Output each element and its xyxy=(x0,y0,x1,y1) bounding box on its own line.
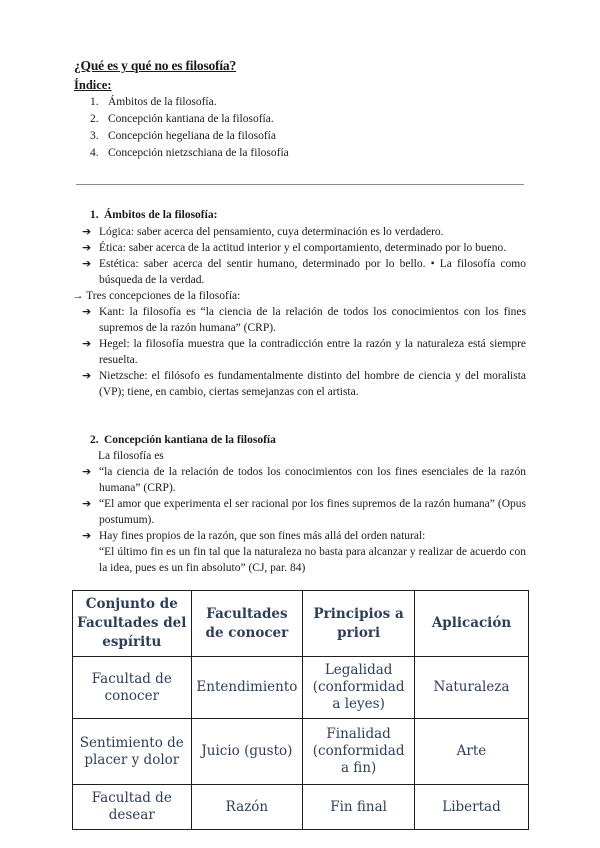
arrow-bullet-icon: ➔ xyxy=(82,241,92,254)
toc-number: 1. xyxy=(90,96,99,108)
quote-block xyxy=(82,544,526,576)
arrow-bullet-icon: ➔ xyxy=(82,337,92,350)
table-row xyxy=(73,657,529,719)
bullet-text: Kant: la filosofía es “la ciencia de la relación de todos los conocimientos con los fines supremos de la razón humana” (CRP). xyxy=(99,306,526,334)
table-header: Aplicación xyxy=(414,591,528,657)
bullet-item xyxy=(82,528,526,544)
arrow-bullet-icon: ➔ xyxy=(82,225,92,238)
bullet-item xyxy=(82,240,526,256)
faculties-table xyxy=(72,590,529,830)
table-cell: Razón xyxy=(191,785,303,830)
table-header: Conjunto de Facultades del espíritu xyxy=(73,591,192,657)
toc-number: 2. xyxy=(90,113,99,125)
toc-number: 4. xyxy=(90,147,99,159)
toc-text: Ámbitos de la filosofía. xyxy=(108,96,217,108)
table-cell: Libertad xyxy=(414,785,528,830)
table-row xyxy=(73,719,529,785)
section-heading xyxy=(90,432,526,448)
arrow-bullet-icon: ➔ xyxy=(82,529,92,542)
bullet-text: Lógica: saber acerca del pensamiento, cuya determinación es lo verdadero. xyxy=(99,226,444,238)
toc-text: Concepción hegeliana de la filosofía xyxy=(108,130,276,142)
bullet-item xyxy=(82,464,526,496)
arrow-bullet-icon: ➔ xyxy=(82,497,92,510)
bullet-item xyxy=(82,304,526,336)
horizontal-divider xyxy=(76,184,524,185)
bullet-text: Hay fines propios de la razón, que son fines más allá del orden natural: xyxy=(99,530,426,542)
table-cell: Facultad de conocer xyxy=(73,657,192,719)
section-2 xyxy=(74,432,526,576)
table-cell: Fin final xyxy=(303,785,415,830)
toc-text: Concepción nietzschiana de la filosofía xyxy=(108,147,289,159)
arrow-bullet-icon: ➔ xyxy=(82,465,92,478)
table-header: Principios a priori xyxy=(303,591,415,657)
table-of-contents xyxy=(90,94,289,162)
bullet-item xyxy=(82,256,526,288)
toc-item xyxy=(90,128,289,145)
bullet-item xyxy=(82,224,526,240)
section-number: 2. xyxy=(90,434,99,446)
bullet-text: Hegel: la filosofía muestra que la contradicción entre la razón y la naturaleza está siempre resuelta. xyxy=(99,338,526,366)
table-cell: Facultad de desear xyxy=(73,785,192,830)
subheading: → Tres concepciones de la filosofía: xyxy=(72,290,241,302)
section-title: Ámbitos de la filosofía: xyxy=(104,209,218,221)
section-intro: La filosofía es xyxy=(98,450,164,462)
section-heading xyxy=(90,207,526,223)
section-number: 1. xyxy=(90,209,99,221)
table-cell: Legalidad (conformidad a leyes) xyxy=(303,657,415,719)
table-cell: Entendimiento xyxy=(191,657,303,719)
page-title: ¿Qué es y qué no es filosofía? xyxy=(74,58,237,73)
section-1 xyxy=(74,207,526,400)
arrow-bullet-icon: ➔ xyxy=(82,257,92,270)
toc-number: 3. xyxy=(90,130,99,142)
bullet-text: “El amor que experimenta el ser racional por los fines supremos de la razón humana” (Opus postumum). xyxy=(99,498,526,526)
table-row xyxy=(73,785,529,830)
bullet-text: Nietzsche: el filósofo es fundamentalmente distinto del hombre de ciencia y del moralista (VP); tiene, en cambio, ciertas semejanzas con el artista. xyxy=(99,370,526,398)
table-cell: Juicio (gusto) xyxy=(191,719,303,785)
bullet-text: Ética: saber acerca de la actitud interior y el comportamiento, determinado por lo bueno. xyxy=(99,242,507,254)
arrow-bullet-icon: ➔ xyxy=(82,369,92,382)
table-cell: Naturaleza xyxy=(414,657,528,719)
table-cell: Finalidad (conformidad a fin) xyxy=(303,719,415,785)
table-header-row xyxy=(73,591,529,657)
index-label: Índice: xyxy=(74,78,112,92)
toc-item xyxy=(90,145,289,162)
toc-item xyxy=(90,94,289,111)
bullet-item xyxy=(82,336,526,368)
bullet-item xyxy=(82,368,526,400)
section-title: Concepción kantiana de la filosofía xyxy=(104,434,276,446)
table-cell: Arte xyxy=(414,719,528,785)
table-cell: Sentimiento de placer y dolor xyxy=(73,719,192,785)
bullet-item xyxy=(82,496,526,528)
quote-text: “El último fin es un fin tal que la naturaleza no basta para alcanzar y realizar de acuerdo con la idea, pues es un fin absoluto” (CJ, par. 84) xyxy=(99,546,526,574)
bullet-text: Estética: saber acerca del sentir humano, determinado por lo bello. • La filosofía como búsqueda de la verdad. xyxy=(99,258,526,286)
arrow-bullet-icon: ➔ xyxy=(82,305,92,318)
toc-text: Concepción kantiana de la filosofía. xyxy=(108,113,274,125)
bullet-text: “la ciencia de la relación de todos los conocimientos con los fines esenciales de la razón humana” (CRP). xyxy=(99,466,526,494)
toc-item xyxy=(90,111,289,128)
table-header: Facultades de conocer xyxy=(191,591,303,657)
